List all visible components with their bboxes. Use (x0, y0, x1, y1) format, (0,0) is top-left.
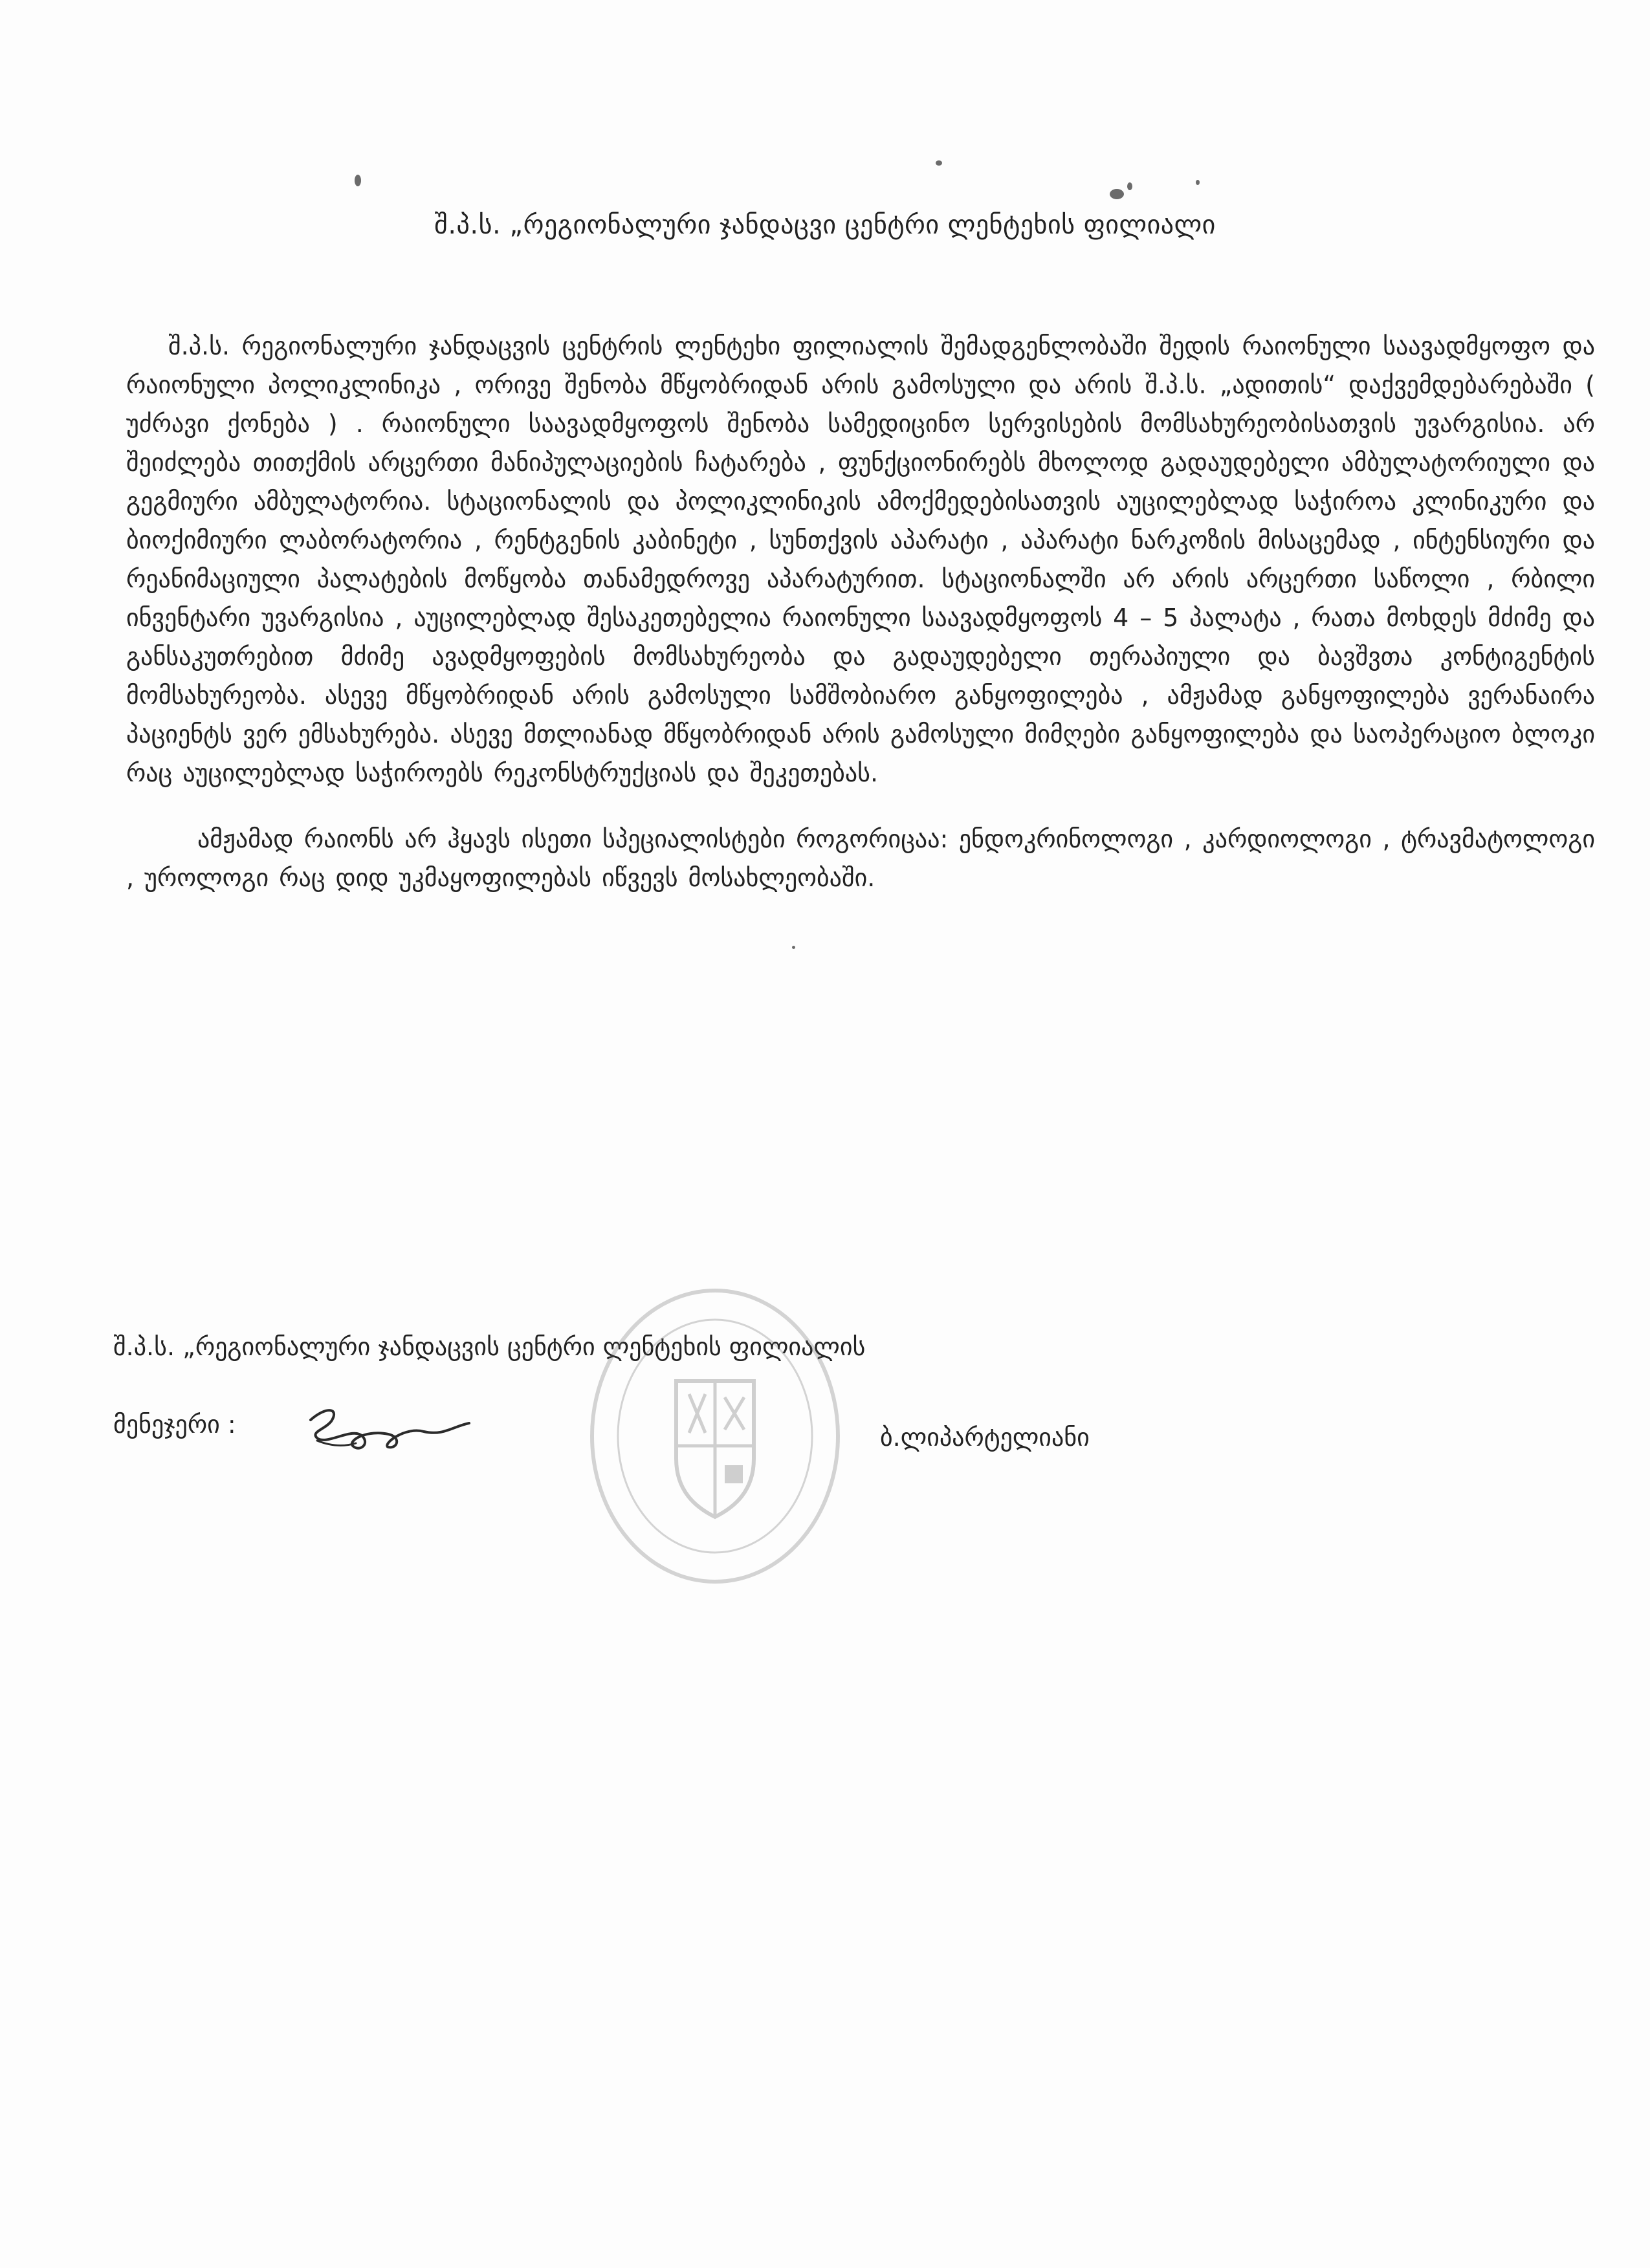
signatory-organization: შ.პ.ს. „რეგიონალური ჯანდაცვის ცენტრი ლენტეხის ფილიალის (113, 1333, 866, 1361)
signatory-role: მენეჯერი : (113, 1410, 236, 1439)
scan-speck (1127, 182, 1132, 190)
document-body (126, 327, 1595, 897)
body-paragraph-1: შ.პ.ს. რეგიონალური ჯანდაცვის ცენტრის ლენტეხი ფილიალის შემადგენლობაში შედის რაიონული საავადმყოფო და რაიონული პოლიკლინიკა , ორივე შენობა მწყობრიდან არის გამოსული და არის შ.პ.ს. „ადითის“ დაქვემდებარებაში ( უძრავი ქონება ) . რაიონული საავადმყოფოს შენობა სამედიცინო სერვისების მომსახურეობისათვის უვარგისია. არ შეიძლება თითქმის არცერთი მანიპულაციების ჩატარება , ფუნქციონირებს მხოლოდ გადაუდებელი ამბულატორიული და გეგმიური ამბულატორია. სტაციონალის და პოლიკლინიკის ამოქმედებისათვის აუცილებლად საჭიროა კლინიკური და ბიოქიმიური ლაბორატორია , რენტგენის კაბინეტი , სუნთქვის აპარატი , აპარატი ნარკოზის მისაცემად , ინტენსიური და რეანიმაციული პალატების მოწყობა თანამედროვე აპარატურით. სტაციონალში არ არის არცერთი საწოლი , რბილი ინვენტარი უვარგისია , აუცილებლად შესაკეთებელია რაიონული საავადმყოფოს 4 – 5 პალატა , რათა მოხდეს მძიმე და განსაკუთრებით მძიმე ავადმყოფების მომსახურეობა და გადაუდებელი თერაპიული და ბავშვთა კონტიგენტის მომსახურეობა. ასევე მწყობრიდან არის გამოსული სამშობიარო განყოფილება , ამჟამად განყოფილება ვერანაირა პაციენტს ვერ ემსახურება. ასევე მთლიანად მწყობრიდან არის გამოსული მიმღები განყოფილება და საოპერაციო ბლოკი რაც აუცილებლად საჭიროებს რეკონსტრუქციას და შეკეთებას. (126, 332, 1595, 787)
document-title: შ.პ.ს. „რეგიონალური ჯანდაცვი ცენტრი ლენტეხის ფილიალი (434, 210, 1216, 240)
body-paragraph-2: ამჟამად რაიონს არ ჰყავს ისეთი სპეციალისტები როგორიცაა: ენდოკრინოლოგი , კარდიოლოგი , ტრავმატოლოგი , უროლოგი რაც დიდ უკმაყოფილებას იწვევს მოსახლეობაში. (126, 825, 1595, 892)
organization-stamp (586, 1284, 844, 1588)
scan-speck (355, 175, 361, 186)
handwritten-signature (291, 1401, 479, 1459)
scan-speck (1110, 189, 1124, 199)
scan-speck (936, 160, 942, 166)
manager-name: ბ.ლიპარტელიანი (880, 1423, 1090, 1452)
scan-speck (792, 946, 795, 949)
scan-speck (1196, 180, 1200, 185)
